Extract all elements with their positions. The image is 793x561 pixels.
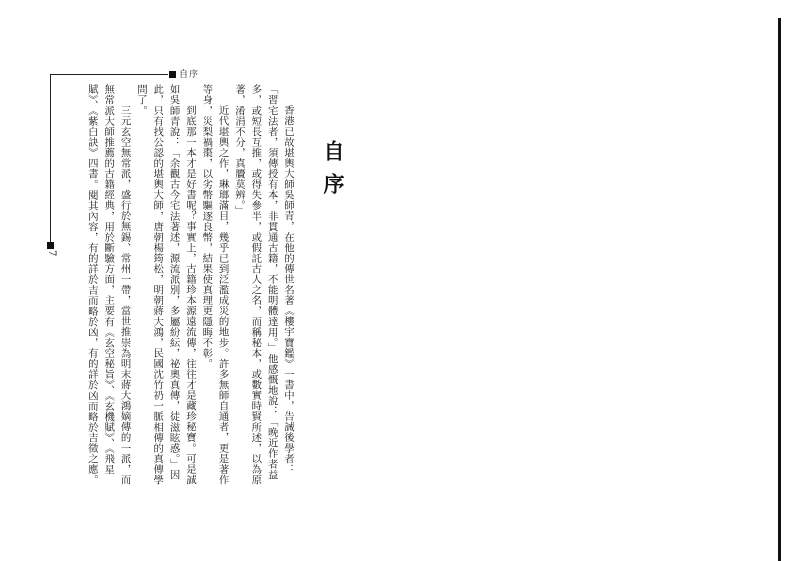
paragraph: 香港已故堪輿大師吳師青，在他的傳世名著《樓宇寶鑑》一書中，告誡後學者：「習宅法者，須傳授有本，非貫通古籍，不能明體達用。」他感慨地說：「晚近作者益多，或短長互推，或得失參半，或假託古人之名，而稱秘本，或數實時賢所述，以為原著，淆涓不分，真贗莫辨。」 — [232, 84, 294, 485]
header-marker-square — [169, 71, 176, 78]
paragraph: 三元玄空無常派，盛行於無錫、常州一帶，當世推崇為明末蔣大鴻嫡傳的一派，而無常派大師推薦的古籍經典，用於斷驗方面，主要有《玄空秘旨》、《玄機賦》、《飛星賦》、《紫白訣》四書。閱其內容，有的詳於吉而略於凶，有的詳於凶而略於吉徵之應。 — [85, 84, 131, 486]
chapter-title: 自序 — [321, 140, 346, 206]
running-header: 自序 — [179, 70, 200, 80]
folio-marker-square — [47, 242, 54, 249]
scan-edge — [778, 18, 781, 561]
margin-rule — [50, 74, 51, 242]
page-number: 7 — [46, 250, 57, 257]
paragraph: 近代堪輿之作，琳瑯滿目，幾乎已到泛濫成災的地步。許多無師自通者，更是著作等身，災梨禍棗，以劣幣驅逐良幣，結果使真理更隱晦不彰。 — [200, 84, 229, 485]
paragraph: 到底那一本才是好書呢？事實上，古籍珍本源遠流傳，往往才是藏珍秘寶。可是誠如吳師青說：「余觀古今宅法著述，源流派別，多屬紛紜，祕奧真傳，徒滋眩惑。」因此，只有找公認的堪輿大師，唐朝楊筠松，明朝蔣大鴻，民國沈竹礽一脈相傳的真傳學問了。 — [134, 84, 196, 485]
header-rule — [50, 74, 168, 75]
body-text — [78, 84, 296, 494]
